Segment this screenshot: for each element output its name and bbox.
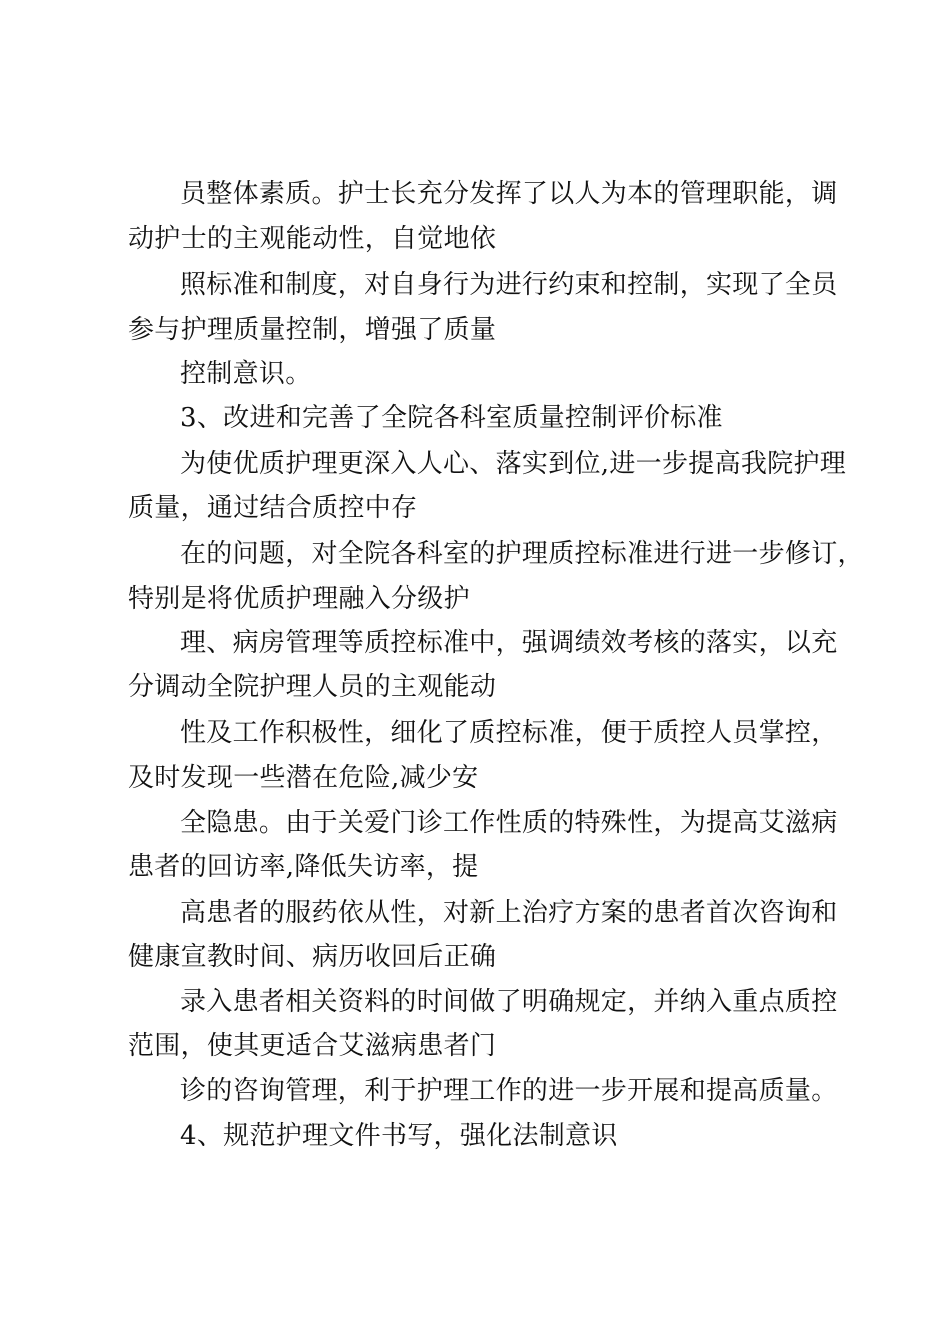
- text-line: 录入患者相关资料的时间做了明确规定，并纳入重点质控: [180, 987, 838, 1017]
- text-line: 理、病房管理等质控标准中，强调绩效考核的落实，以充: [180, 628, 838, 658]
- text-line: 控制意识。: [180, 359, 312, 389]
- text-line: 特别是将优质护理融入分级护: [128, 584, 470, 614]
- text-line: 在的问题，对全院各科室的护理质控标准进行进一步修订，: [180, 539, 864, 569]
- section-heading: 3、改进和完善了全院各科室质量控制评价标准: [180, 403, 723, 433]
- text-line: 照标准和制度，对自身行为进行约束和控制，实现了全员: [180, 270, 838, 300]
- text-line: 高患者的服药依从性，对新上治疗方案的患者首次咨询和: [180, 898, 838, 928]
- section-heading: 4、规范护理文件书写，强化法制意识: [180, 1121, 618, 1151]
- text-line: 及时发现一些潜在危险,减少安: [128, 763, 479, 793]
- text-line: 全隐患。由于关爱门诊工作性质的特殊性，为提高艾滋病: [180, 808, 838, 838]
- text-line: 质量，通过结合质控中存: [128, 493, 418, 523]
- text-line: 为使优质护理更深入人心、落实到位,进一步提高我院护理: [180, 449, 847, 479]
- text-line: 参与护理质量控制，增强了质量: [128, 315, 497, 345]
- text-line: 患者的回访率,降低失访率，提: [128, 852, 479, 882]
- text-line: 分调动全院护理人员的主观能动: [128, 672, 497, 702]
- text-line: 动护士的主观能动性，自觉地依: [128, 224, 497, 254]
- text-line: 范围，使其更适合艾滋病患者门: [128, 1031, 497, 1061]
- text-line: 性及工作积极性，细化了质控标准，便于质控人员掌控，: [180, 718, 838, 748]
- text-line: 健康宣教时间、病历收回后正确: [128, 942, 497, 972]
- text-line: 诊的咨询管理，利于护理工作的进一步开展和提高质量。: [180, 1076, 838, 1106]
- text-line: 员整体素质。护士长充分发挥了以人为本的管理职能，调: [180, 179, 838, 209]
